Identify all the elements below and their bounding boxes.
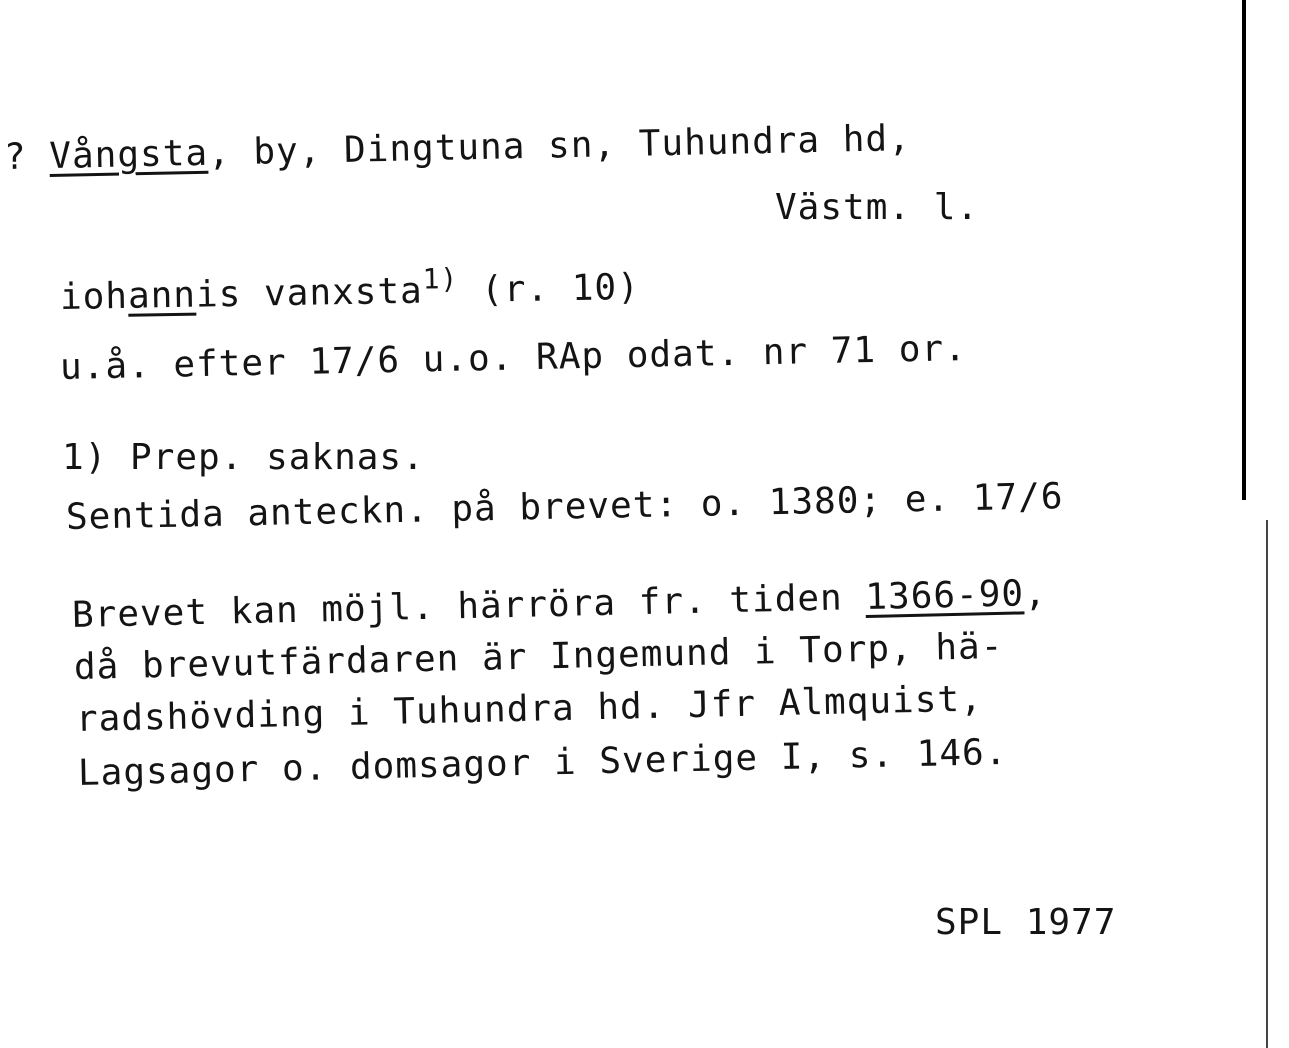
commentary-line-4: Lagsagor o. domsagor i Sverige I, s. 146. [77,731,1008,794]
card-edge-line [1242,0,1246,500]
note-line: Sentida anteckn. på brevet: o. 1380; e. 17/6 [65,476,1064,538]
commentary-line-2: då brevutfärdaren är Ingemund i Torp, hä- [73,625,1004,688]
card-edge-line-lower [1266,520,1268,1048]
signature: SPL 1977 [935,902,1117,943]
date-line: u.å. efter 17/6 u.o. RAp odat. nr 71 or. [59,328,968,388]
footnote-marker: 1) [422,262,459,296]
footnote-line: 1) Prep. saknas. [62,437,425,478]
county-line: Västm. l. [775,187,980,228]
attestation-underlined: ann [127,274,197,317]
place-name: Vångsta [48,132,209,178]
uncertainty-mark: ? [3,136,28,178]
period-range: 1366-90 [864,573,1025,618]
commentary-line-3: radshövding i Tuhundra hd. Jfr Almquist, [75,678,984,740]
card-heading [3,118,912,178]
attestation-line: iohannis vanxsta$^{1)}$ (r. 10) [59,262,641,318]
heading-details: , by, Dingtuna sn, Tuhundra hd, [207,118,912,174]
attestation-reference: (r. 10) [458,266,641,312]
commentary-line-1: Brevet kan möjl. härröra fr. tiden 1366-90, [71,572,1048,636]
